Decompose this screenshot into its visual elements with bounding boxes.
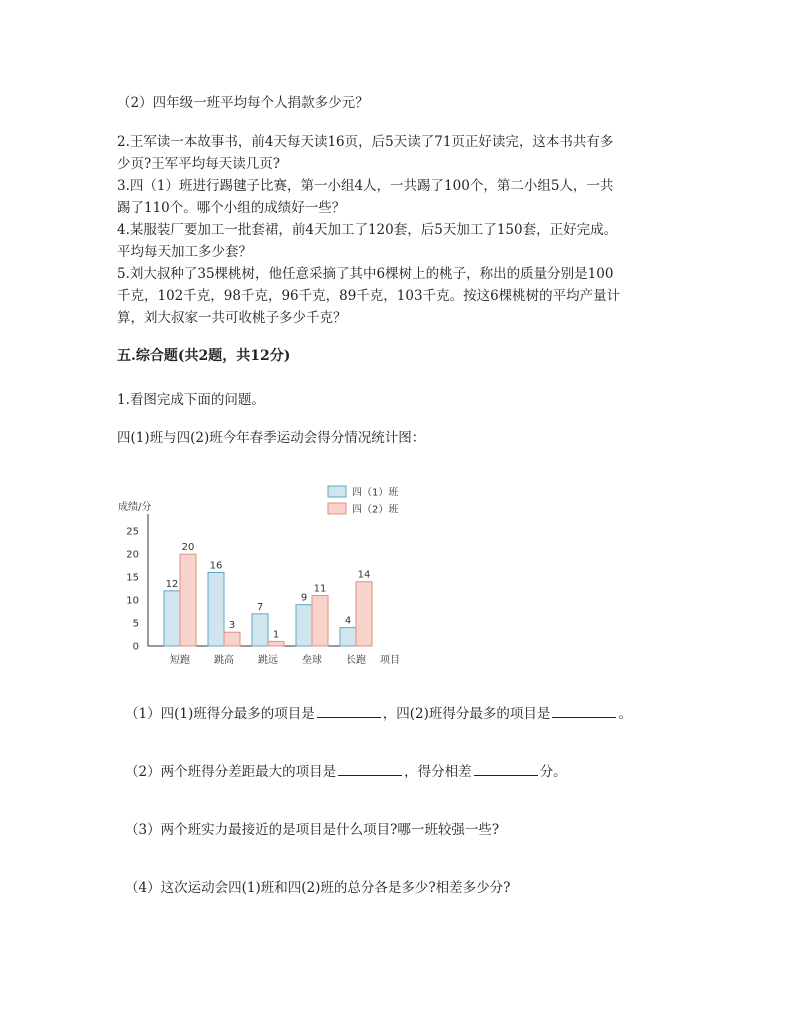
data-label: 7: [256, 601, 264, 613]
x-axis-label: 项目: [380, 655, 400, 666]
data-label: 14: [357, 569, 371, 581]
data-label: 9: [300, 592, 308, 604]
legend-swatch: [328, 503, 346, 514]
y-tick-label: 10: [126, 595, 139, 607]
y-tick-label: 5: [132, 618, 139, 630]
bar: [340, 628, 356, 646]
bar: [268, 641, 284, 646]
data-label: 20: [181, 542, 195, 554]
question-3: （3）两个班实力最接近的是项目是什么项目?哪一班较强一些?: [125, 822, 500, 838]
data-label: 4: [344, 615, 352, 627]
x-tick-label: 短跑: [170, 655, 190, 666]
problem-line: 2.王军读一本故事书，前4天每天读16页，后5天读了71页正好读完，这本书共有多: [117, 134, 614, 150]
question-2: [125, 760, 567, 780]
problem-line: 5.刘大叔种了35棵桃树，他任意采摘了其中6棵树上的桃子，称出的质量分别是100: [117, 266, 614, 282]
problem-line: 千克，102千克，98千克，96千克，89千克，103千克。按这6棵桃树的平均产量计: [117, 288, 621, 304]
problem-line: 算，刘大叔家一共可收桃子多少千克？: [117, 310, 347, 326]
section-heading: 五.综合题(共2题，共12分): [117, 348, 291, 364]
chart-caption: 四(1)班与四(2)班今年春季运动会得分情况统计图：: [117, 430, 426, 446]
bar: [208, 573, 224, 646]
bar: [164, 591, 180, 646]
y-tick-label: 0: [132, 641, 139, 653]
legend-label: 四（2）班: [352, 504, 399, 516]
bar: [252, 614, 268, 646]
y-tick-label: 20: [126, 549, 139, 561]
y-tick-label: 25: [126, 526, 139, 538]
legend-label: 四（1）班: [352, 487, 399, 499]
data-label: 1: [272, 629, 280, 641]
problem-title: 1.看图完成下面的问题。: [117, 392, 265, 408]
q1-mid: ，四(2)班得分最多的项目是: [382, 706, 551, 722]
problem-line: 踢了110个。哪个小组的成绩好一些？: [117, 200, 346, 216]
data-label: 16: [209, 560, 223, 572]
answer-blank[interactable]: [552, 703, 616, 718]
x-tick-label: 长跑: [346, 655, 366, 666]
y-tick-label: 15: [126, 572, 139, 584]
problem-line: 少页?王军平均每天读几页?: [117, 156, 280, 172]
q1-end: 。: [618, 706, 632, 722]
x-tick-label: 跳远: [258, 655, 278, 666]
problem-line: 4.某服装厂要加工一批套裙，前4天加工了120套，后5天加工了150套，正好完成。: [117, 222, 618, 238]
problem-line: 平均每天加工多少套？: [117, 244, 252, 260]
question-4: （4）这次运动会四(1)班和四(2)班的总分各是多少?相差多少分?: [125, 880, 511, 896]
x-tick-label: 跳高: [214, 655, 234, 666]
q1-prefix: （1）四(1)班得分最多的项目是: [125, 706, 315, 722]
data-label: 12: [165, 578, 179, 590]
problem-line: 3.四（1）班进行踢毽子比赛，第一小组4人，一共踢了100个，第二小组5人，一共: [117, 178, 614, 194]
bar: [312, 595, 328, 646]
bar: [356, 582, 372, 646]
legend-swatch: [328, 486, 346, 497]
bar: [296, 605, 312, 646]
data-label: 11: [313, 583, 327, 595]
bar-chart: [110, 478, 430, 678]
answer-blank[interactable]: [338, 761, 402, 776]
answer-blank[interactable]: [317, 703, 381, 718]
y-axis-label: 成绩/分: [118, 502, 152, 513]
problem-line: （2）四年级一班平均每个人捐款多少元？: [117, 95, 369, 111]
x-tick-label: 垒球: [302, 655, 322, 666]
q2-prefix: （2）两个班得分差距最大的项目是: [125, 764, 337, 780]
q2-end: 分。: [539, 764, 567, 780]
question-1: [125, 702, 632, 722]
bar: [224, 632, 240, 646]
data-label: 3: [228, 620, 236, 632]
answer-blank[interactable]: [474, 761, 538, 776]
bar: [180, 554, 196, 646]
q2-mid: ，得分相差: [404, 764, 472, 780]
